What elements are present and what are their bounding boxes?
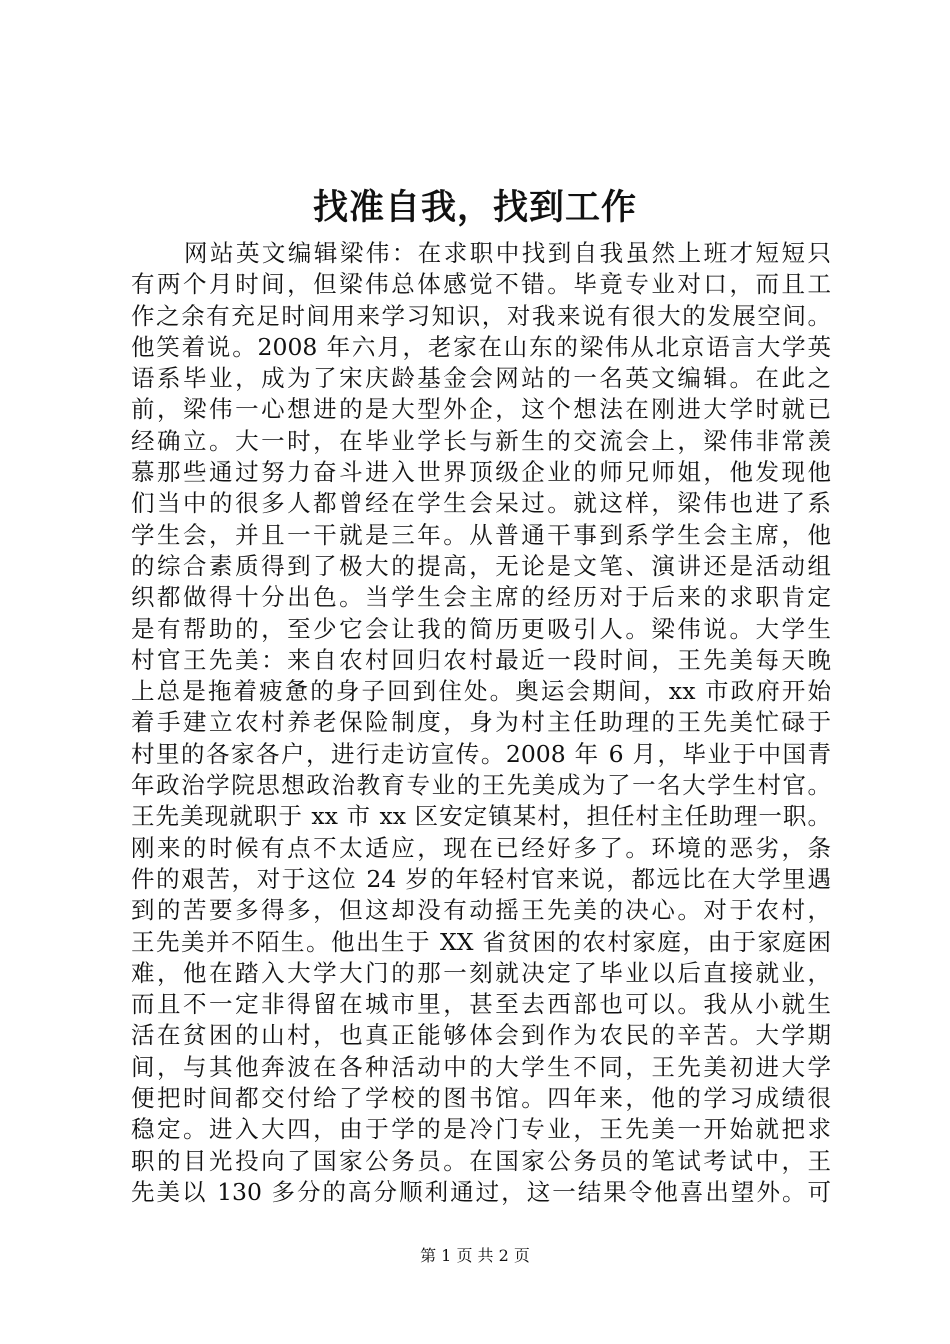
- body-line: 是有帮助的，至少它会让我的简历更吸引人。梁伟说。大学生: [131, 614, 831, 643]
- body-line: 而且不一定非得留在城市里，甚至去西部也可以。我从小就生: [131, 990, 831, 1019]
- document-title: 找准自我，找到工作: [312, 187, 637, 228]
- body-line: 网站英文编辑梁伟：在求职中找到自我虽然上班才短短只: [184, 239, 831, 267]
- body-line: 们当中的很多人都曾经在学生会呆过。就这样，梁伟也进了系: [131, 489, 831, 518]
- body-line: 上总是拖着疲惫的身子回到住处。奥运会期间，xx 市政府开始: [131, 677, 831, 706]
- body-line: 作之余有充足时间用来学习知识，对我来说有很大的发展空间。: [131, 301, 831, 330]
- body-line: 王先美并不陌生。他出生于 XX 省贫困的农村家庭，由于家庭困: [131, 927, 831, 956]
- body-line: 便把时间都交付给了学校的图书馆。四年来，他的学习成绩很: [131, 1084, 831, 1113]
- body-line: 织都做得十分出色。当学生会主席的经历对于后来的求职肯定: [131, 583, 831, 612]
- body-line: 他笑着说。2008 年六月，老家在山东的梁伟从北京语言大学英: [131, 332, 831, 361]
- page-footer: 第 1 页 共 2 页: [420, 1246, 530, 1265]
- body-line: 有两个月时间，但梁伟总体感觉不错。毕竟专业对口，而且工: [131, 270, 831, 299]
- body-line: 先美以 130 多分的高分顺利通过，这一结果令他喜出望外。可: [131, 1177, 831, 1206]
- body-line: 活在贫困的山村，也真正能够体会到作为农民的辛苦。大学期: [131, 1021, 831, 1050]
- body-line: 村官王先美：来自农村回归农村最近一段时间，王先美每天晚: [131, 645, 831, 674]
- body-line: 刚来的时候有点不太适应，现在已经好多了。环境的恶劣，条: [131, 833, 831, 862]
- body-line: 年政治学院思想政治教育专业的王先美成为了一名大学生村官。: [131, 771, 831, 800]
- body-line: 前，梁伟一心想进的是大型外企，这个想法在刚进大学时就已: [131, 395, 831, 424]
- body-line: 件的艰苦，对于这位 24 岁的年轻村官来说，都远比在大学里遇: [131, 864, 831, 893]
- body-line: 语系毕业，成为了宋庆龄基金会网站的一名英文编辑。在此之: [131, 364, 831, 393]
- body-line: 稳定。进入大四，由于学的是冷门专业，王先美一开始就把求: [131, 1115, 831, 1144]
- body-line: 王先美现就职于 xx 市 xx 区安定镇某村，担任村主任助理一职。: [131, 802, 831, 831]
- document-body: [131, 238, 831, 1208]
- body-line: 间，与其他奔波在各种活动中的大学生不同，王先美初进大学: [131, 1052, 831, 1081]
- body-line: 难，他在踏入大学大门的那一刻就决定了毕业以后直接就业，: [131, 958, 831, 987]
- body-line: 到的苦要多得多，但这却没有动摇王先美的决心。对于农村，: [131, 896, 831, 925]
- body-line: 的综合素质得到了极大的提高，无论是文笔、演讲还是活动组: [131, 551, 831, 580]
- body-line: 学生会，并且一干就是三年。从普通干事到系学生会主席，他: [131, 520, 831, 549]
- body-line: 职的目光投向了国家公务员。在国家公务员的笔试考试中，王: [131, 1146, 831, 1175]
- body-line: 村里的各家各户，进行走访宣传。2008 年 6 月，毕业于中国青: [131, 739, 831, 768]
- body-line: 着手建立农村养老保险制度，身为村主任助理的王先美忙碌于: [131, 708, 831, 737]
- body-line: 经确立。大一时，在毕业学长与新生的交流会上，梁伟非常羡: [131, 426, 831, 455]
- body-line: 慕那些通过努力奋斗进入世界顶级企业的师兄师姐，他发现他: [131, 458, 831, 487]
